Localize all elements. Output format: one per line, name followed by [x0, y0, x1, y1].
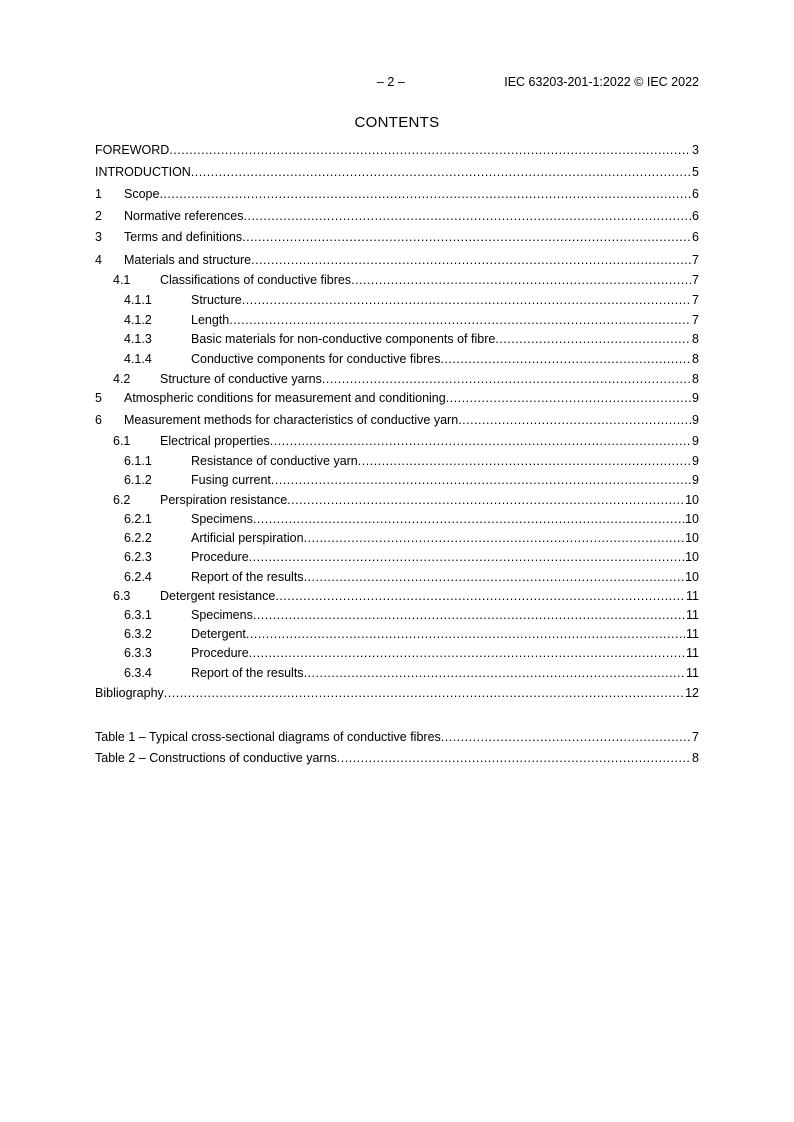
standard-identifier: IEC 63203-201-1:2022 © IEC 2022 [504, 75, 699, 89]
toc-entry-page: 6 [692, 209, 699, 223]
dot-leader [358, 454, 691, 468]
toc-entry-page: 10 [685, 570, 699, 584]
toc-entry-label: Detergent resistance [160, 589, 276, 603]
toc-entry-number: 4.2 [113, 372, 131, 386]
toc-entry[interactable] [95, 550, 699, 568]
toc-entry-page: 5 [692, 165, 699, 179]
toc-entry-page: 11 [686, 666, 699, 680]
toc-entry-number: 6.3 [113, 589, 131, 603]
dot-leader [251, 253, 691, 267]
toc-entry[interactable] [95, 646, 699, 664]
dot-leader [304, 570, 685, 584]
toc-entry[interactable] [95, 230, 699, 248]
toc-entry[interactable] [95, 165, 699, 183]
toc-entry[interactable] [95, 608, 699, 626]
toc-entry-label: Table 1 – Typical cross-sectional diagrams of conductive fibres [95, 730, 441, 744]
table-list-entry[interactable] [95, 730, 699, 748]
toc-entry[interactable] [95, 293, 699, 311]
dot-leader [441, 730, 691, 744]
toc-entry-label: Basic materials for non-conductive components of fibre [191, 332, 496, 346]
toc-entry-label: Specimens [191, 608, 253, 622]
dot-leader [275, 589, 685, 603]
toc-entry-number: 4.1.2 [124, 313, 152, 327]
toc-entry[interactable] [95, 531, 699, 549]
toc-entry-number: 6.1.2 [124, 473, 152, 487]
dot-leader [253, 512, 684, 526]
dot-leader [304, 666, 685, 680]
toc-entry-label: Electrical properties [160, 434, 270, 448]
toc-entry-page: 11 [686, 589, 699, 603]
toc-entry-page: 3 [692, 143, 699, 157]
toc-entry-page: 11 [686, 627, 699, 641]
toc-entry[interactable] [95, 372, 699, 390]
toc-entry-page: 10 [685, 531, 699, 545]
dot-leader [159, 187, 691, 201]
dot-leader [246, 627, 685, 641]
toc-entry[interactable] [95, 143, 699, 161]
toc-entry-number: 4.1.1 [124, 293, 152, 307]
toc-entry-page: 7 [692, 730, 699, 744]
toc-entry[interactable] [95, 253, 699, 271]
toc-entry[interactable] [95, 473, 699, 491]
toc-entry-page: 9 [692, 413, 699, 427]
dot-leader [253, 608, 685, 622]
dot-leader [244, 209, 692, 223]
toc-entry[interactable] [95, 493, 699, 511]
toc-entry-number: 4 [95, 253, 102, 267]
toc-entry-label: Scope [124, 187, 160, 201]
dot-leader [270, 434, 691, 448]
toc-entry-label: Structure of conductive yarns [160, 372, 322, 386]
toc-entry-label: Bibliography [95, 686, 164, 700]
toc-entry-label: Conductive components for conductive fibres [191, 352, 441, 366]
toc-entry-page: 9 [692, 391, 699, 405]
toc-entry-number: 4.1 [113, 273, 131, 287]
toc-entry-number: 6.3.1 [124, 608, 152, 622]
dot-leader [304, 531, 685, 545]
toc-entry-number: 6.1 [113, 434, 131, 448]
toc-entry-label: Procedure [191, 550, 249, 564]
dot-leader [249, 646, 685, 660]
toc-entry-page: 12 [685, 686, 699, 700]
dot-leader [191, 165, 691, 179]
toc-entry-label: Detergent [191, 627, 246, 641]
toc-entry[interactable] [95, 454, 699, 472]
toc-entry-label: Terms and definitions [124, 230, 243, 244]
toc-entry[interactable] [95, 686, 699, 704]
toc-entry-page: 10 [685, 512, 699, 526]
toc-entry-number: 6.3.3 [124, 646, 152, 660]
toc-entry[interactable] [95, 512, 699, 530]
toc-entry-page: 10 [685, 550, 699, 564]
toc-entry-label: Specimens [191, 512, 253, 526]
page-title: CONTENTS [354, 114, 440, 131]
dot-leader [495, 332, 691, 346]
toc-entry-label: Resistance of conductive yarn [191, 454, 358, 468]
toc-entry-page: 11 [686, 608, 699, 622]
toc-entry-page: 7 [692, 253, 699, 267]
toc-entry[interactable] [95, 413, 699, 431]
toc-entry[interactable] [95, 666, 699, 684]
dot-leader [229, 313, 691, 327]
toc-entry-number: 6.2.2 [124, 531, 152, 545]
toc-entry-page: 8 [692, 751, 699, 765]
toc-entry-number: 6.1.1 [124, 454, 152, 468]
toc-entry-label: Fusing current [191, 473, 271, 487]
dot-leader [249, 550, 684, 564]
dot-leader [440, 352, 691, 366]
toc-entry[interactable] [95, 313, 699, 331]
toc-entry-label: Measurement methods for characteristics of conductive yarn [124, 413, 459, 427]
toc-entry-label: Table 2 – Constructions of conductive yarns [95, 751, 337, 765]
toc-entry-label: Structure [191, 293, 242, 307]
toc-entry[interactable] [95, 391, 699, 409]
dot-leader [271, 473, 691, 487]
toc-entry-label: Normative references [124, 209, 244, 223]
dot-leader [164, 686, 684, 700]
toc-entry-number: 3 [95, 230, 102, 244]
dot-leader [287, 493, 684, 507]
toc-entry-number: 1 [95, 187, 102, 201]
toc-entry-number: 4.1.3 [124, 332, 152, 346]
toc-entry-page: 8 [692, 332, 699, 346]
dot-leader [169, 143, 691, 157]
toc-entry[interactable] [95, 589, 699, 607]
toc-entry-page: 7 [692, 273, 699, 287]
toc-entry-label: Report of the results [191, 666, 304, 680]
toc-entry[interactable] [95, 627, 699, 645]
dot-leader [322, 372, 691, 386]
dot-leader [446, 391, 691, 405]
toc-entry-page: 9 [692, 473, 699, 487]
toc-entry[interactable] [95, 434, 699, 452]
toc-entry-label: Materials and structure [124, 253, 252, 267]
toc-entry-number: 6.2.4 [124, 570, 152, 584]
toc-entry-label: INTRODUCTION [95, 165, 191, 179]
toc-entry-number: 6.3.2 [124, 627, 152, 641]
toc-entry-page: 9 [692, 454, 699, 468]
table-list-entry[interactable] [95, 751, 699, 769]
toc-entry[interactable] [95, 332, 699, 350]
toc-entry-page: 8 [692, 352, 699, 366]
toc-entry-page: 10 [685, 493, 699, 507]
dot-leader [337, 751, 691, 765]
toc-entry-page: 7 [692, 313, 699, 327]
dot-leader [242, 293, 691, 307]
toc-entry-number: 4.1.4 [124, 352, 152, 366]
toc-entry-label: Atmospheric conditions for measurement and conditioning [124, 391, 446, 405]
toc-entry-number: 6.3.4 [124, 666, 152, 680]
toc-entry-page: 9 [692, 434, 699, 448]
toc-entry-page: 6 [692, 230, 699, 244]
toc-entry[interactable] [95, 273, 699, 291]
toc-entry-label: Perspiration resistance [160, 493, 288, 507]
dot-leader [242, 230, 691, 244]
toc-entry-number: 6 [95, 413, 102, 427]
toc-entry-number: 6.2 [113, 493, 131, 507]
toc-entry-number: 5 [95, 391, 102, 405]
toc-entry[interactable] [95, 209, 699, 227]
toc-entry-number: 6.2.1 [124, 512, 152, 526]
toc-entry-label: Report of the results [191, 570, 304, 584]
toc-entry-label: Length [191, 313, 230, 327]
toc-entry-page: 6 [692, 187, 699, 201]
toc-entry-page: 7 [692, 293, 699, 307]
toc-entry-number: 2 [95, 209, 102, 223]
toc-entry-label: FOREWORD [95, 143, 170, 157]
toc-entry-label: Procedure [191, 646, 249, 660]
page-number: – 2 – [377, 75, 405, 89]
toc-entry-page: 8 [692, 372, 699, 386]
page-header [95, 75, 699, 93]
dot-leader [351, 273, 691, 287]
toc-entry-label: Artificial perspiration [191, 531, 304, 545]
toc-entry[interactable] [95, 352, 699, 370]
dot-leader [458, 413, 691, 427]
toc-entry[interactable] [95, 187, 699, 205]
toc-entry-page: 11 [686, 646, 699, 660]
toc-entry-number: 6.2.3 [124, 550, 152, 564]
toc-entry[interactable] [95, 570, 699, 588]
toc-entry-label: Classifications of conductive fibres [160, 273, 352, 287]
